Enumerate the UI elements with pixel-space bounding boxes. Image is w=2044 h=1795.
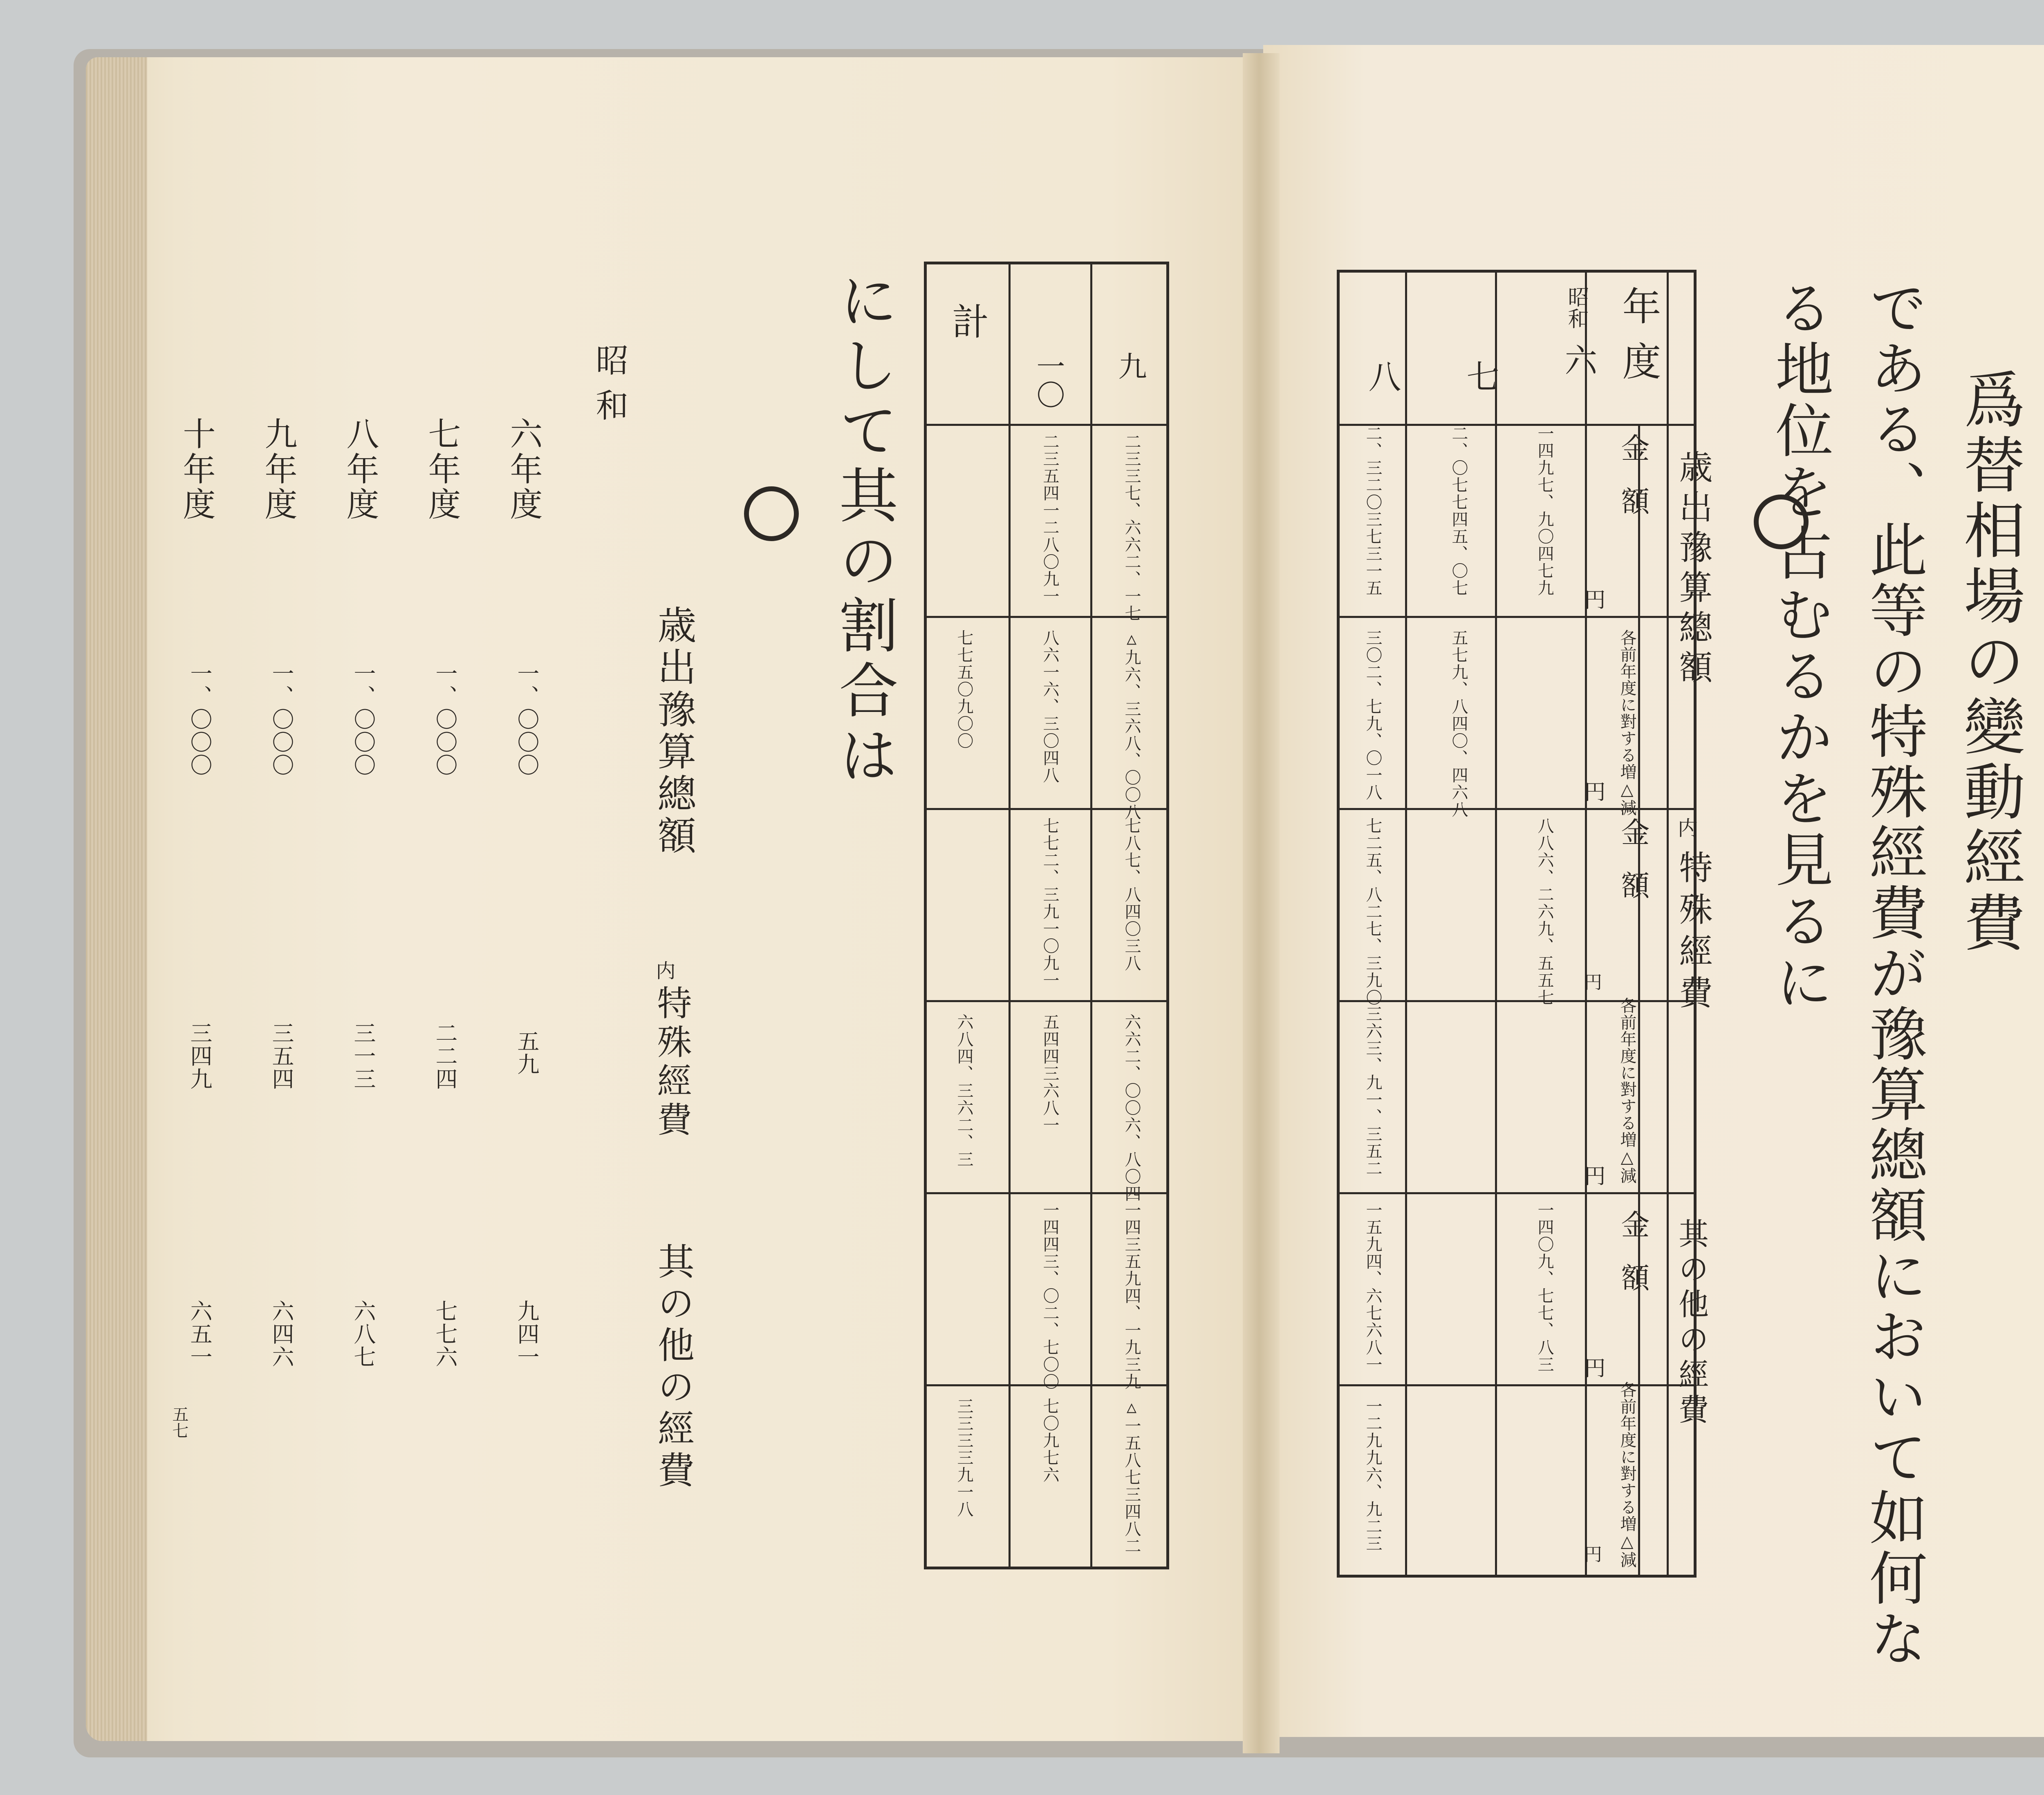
table-year: 七: [1461, 360, 1499, 392]
summary-total-value: 一、〇〇〇: [187, 662, 213, 777]
table-year: 九: [1114, 351, 1147, 380]
paragraph-line: にして其の割合は: [829, 270, 898, 790]
unit-label: 円: [1580, 589, 1605, 610]
summary-special-value: 三五四: [269, 1022, 294, 1090]
table-cell: 七八七、八四〇三八: [1122, 817, 1141, 972]
table-year: 六: [1559, 343, 1597, 376]
summary-total-value: 一、〇〇〇: [269, 662, 294, 777]
table-cell: 一四九七、九〇四七九: [1535, 425, 1554, 597]
summary-year: 七年度: [423, 417, 461, 522]
summary-total-value: 一、〇〇〇: [350, 662, 376, 777]
table-cell: 一四四三、〇二、七〇〇: [1040, 1202, 1059, 1390]
summary-col-other: 其の他の經費: [651, 1242, 694, 1493]
summary-special-value: 三一三: [350, 1022, 376, 1090]
table-cell: △九六、三六八、〇〇八: [1122, 629, 1141, 821]
summary-col-total: 歳出豫算總額: [651, 605, 696, 857]
table-cell: 八八六、二六九、五五七: [1535, 817, 1554, 1006]
col-header-other: 其の他の經費: [1674, 1218, 1709, 1429]
table-cell: 六八四、三六二、三: [955, 1014, 973, 1168]
table-cell: 三六三、九一、三五二: [1363, 1005, 1382, 1177]
paragraph-line: る地位を占むるかを見るに: [1766, 278, 1833, 1014]
summary-special-value: 三四九: [187, 1022, 213, 1090]
summary-col-prefix: 内: [652, 960, 675, 981]
table-cell: 六六二、〇〇六、八〇四: [1122, 1014, 1141, 1202]
summary-total-value: 一、〇〇〇: [432, 662, 458, 777]
summary-other-value: 六四六: [269, 1300, 294, 1368]
left-page-edge: [86, 57, 147, 1741]
table-cell: 三三三三九一八: [955, 1398, 973, 1518]
table-cell: 一五九四、六七六八一: [1363, 1202, 1382, 1373]
col-header-prefix: 内: [1674, 817, 1698, 839]
summary-year: 九年度: [259, 417, 297, 522]
unit-label: 円: [1580, 1165, 1605, 1186]
summary-other-value: 九四一: [514, 1300, 540, 1368]
table-cell: △一五八七三四八二: [1122, 1398, 1141, 1555]
table-cell: 二三三七、六六二、一七: [1122, 433, 1141, 622]
sub-header-amount: 金額: [1616, 433, 1650, 539]
table-year: 八: [1363, 360, 1401, 392]
sub-header-amount: 金額: [1616, 1210, 1650, 1316]
table-cell: 二三五四一二八〇九一: [1040, 433, 1059, 605]
table-cell: 一四〇九、七七、八三: [1535, 1202, 1554, 1373]
table-year: 一〇: [1032, 351, 1065, 409]
table-cell: 二、〇七七四五、〇七: [1449, 425, 1468, 597]
summary-other-value: 七七六: [432, 1300, 458, 1368]
table-era: 昭和: [1564, 286, 1589, 329]
table-cell: 一二九九六、九二三: [1363, 1398, 1382, 1552]
table-cell: 七七二、三九一〇九一: [1040, 817, 1059, 989]
sub-header-amount: 金額: [1616, 817, 1650, 924]
book-gutter: [1243, 53, 1280, 1753]
summary-year: 六年度: [504, 417, 542, 522]
summary-other-value: 六八七: [350, 1300, 376, 1368]
table-cell: 一四三五九四、一九三九: [1122, 1202, 1141, 1390]
sub-header-diff: 各前年度に對する増△減: [1618, 629, 1636, 816]
sub-header-diff: 各前年度に對する増△減: [1618, 997, 1636, 1184]
table-cell: 八六一六、三〇四八: [1040, 629, 1059, 784]
table-cell: 五四四三六八一: [1040, 1014, 1059, 1134]
sub-header-diff: 各前年度に對する増△減: [1618, 1381, 1636, 1568]
col-header-special: 特殊經費: [1674, 850, 1712, 1017]
summary-year: 八年度: [341, 417, 379, 522]
unit-label: 円: [1581, 973, 1602, 991]
table-cell: 五七九、八四〇、四六八: [1449, 629, 1468, 818]
table-cell: 七〇九七六: [1040, 1398, 1059, 1484]
table-cell: 七二五、八二七、三九〇: [1363, 817, 1382, 1006]
summary-special-value: 五九: [514, 1030, 540, 1076]
table-cell: 三〇二、七九、〇一八: [1363, 629, 1382, 801]
unit-label: 円: [1581, 1545, 1602, 1563]
summary-year: 十年度: [177, 417, 215, 522]
summary-col-special: 特殊經費: [651, 985, 692, 1140]
paragraph-line: である、此等の特殊經費が豫算總額において如何な: [1860, 278, 1927, 1669]
summary-special-value: 二二四: [432, 1022, 458, 1090]
list-item: 爲替相場の變動經費: [1953, 368, 2024, 956]
table-cell: 七七五〇九〇〇: [955, 629, 973, 750]
summary-total-value: 一、〇〇〇: [514, 662, 540, 777]
page-number: 五七: [170, 1406, 188, 1439]
table-cell: 二、三二〇三七三一五: [1363, 425, 1382, 597]
unit-label: 円: [1580, 1357, 1605, 1379]
col-header-total: 歳出豫算總額: [1674, 450, 1712, 690]
summary-other-value: 六五一: [187, 1300, 213, 1368]
section-marker-circle: [744, 486, 799, 541]
summary-era: 昭和: [590, 343, 628, 433]
section-marker-circle: [1754, 495, 1809, 549]
unit-label: 円: [1580, 781, 1605, 802]
table-total-label: 計: [946, 302, 988, 339]
table-header-year: 年度: [1616, 286, 1661, 396]
